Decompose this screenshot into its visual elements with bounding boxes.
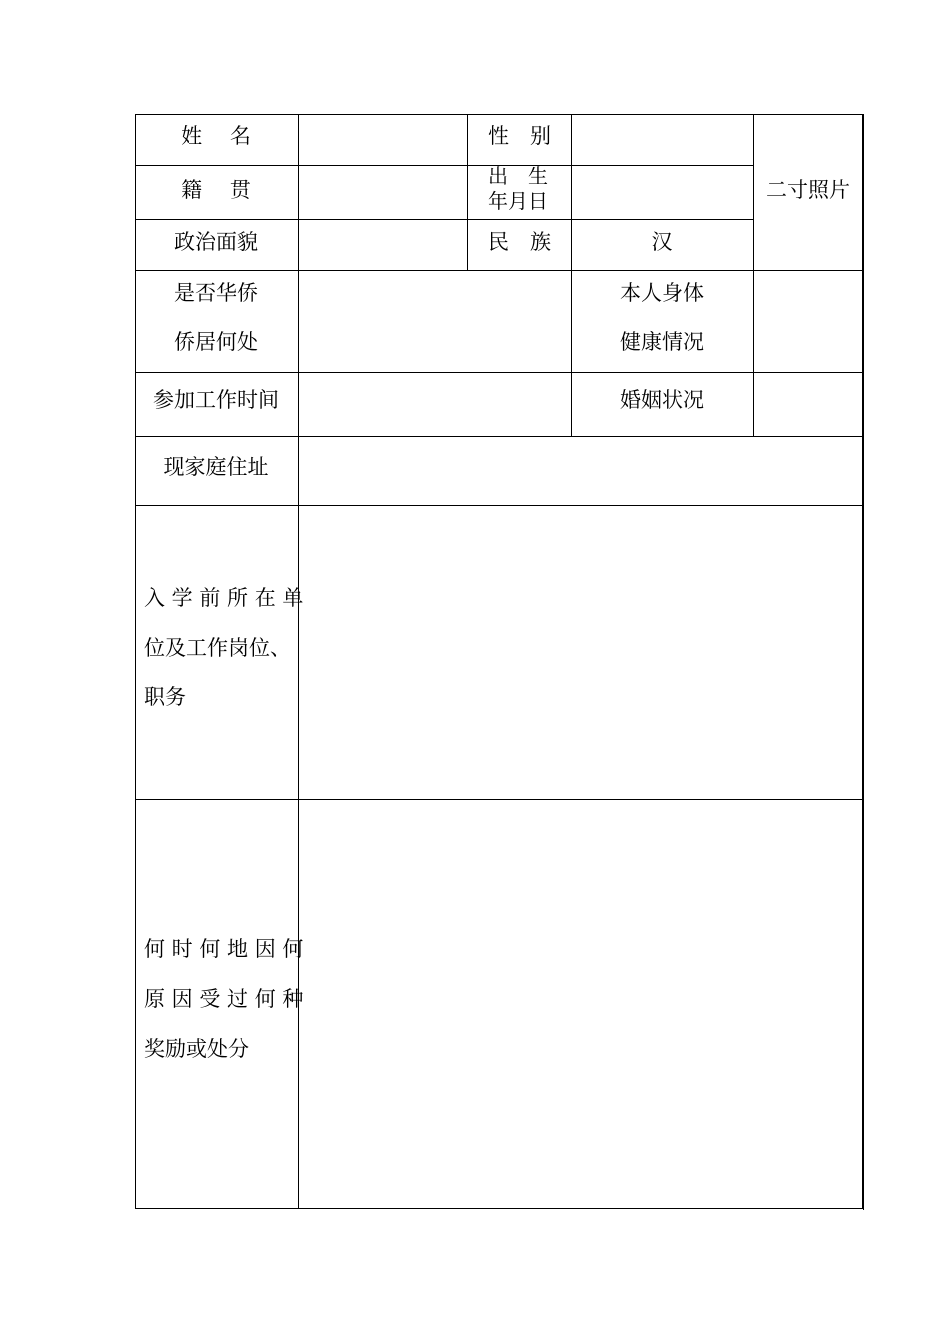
- prior-unit-label-line1: 入 学 前 所 在 单: [144, 586, 304, 610]
- overseas-chinese-label-line2: 侨居何处: [174, 330, 258, 354]
- native-place-label: 籍 贯: [181, 178, 251, 202]
- health-status-label-line1: 本人身体: [620, 281, 704, 305]
- gender-label: 性 别: [488, 124, 551, 148]
- name-label: 姓 名: [181, 124, 251, 148]
- birth-date-label-line2: 年月日: [488, 189, 548, 213]
- photo-cell: [754, 115, 862, 270]
- political-status-label: 政治面貌: [174, 230, 258, 254]
- prior-unit-field[interactable]: [299, 506, 862, 799]
- health-status-field[interactable]: [754, 271, 862, 372]
- birth-date-label-line1: 出 生: [488, 164, 548, 188]
- marital-status-field[interactable]: [754, 373, 862, 436]
- overseas-chinese-label-line1: 是否华侨: [174, 281, 258, 305]
- home-address-label: 现家庭住址: [163, 455, 269, 479]
- birth-date-field[interactable]: [572, 166, 753, 219]
- prior-unit-label-line3: 职务: [144, 685, 186, 709]
- gender-field[interactable]: [572, 115, 753, 165]
- name-field[interactable]: [299, 115, 467, 165]
- home-address-field[interactable]: [299, 437, 862, 505]
- table-outer-edge: [863, 114, 864, 1210]
- native-place-field[interactable]: [299, 166, 467, 219]
- ethnicity-value: 汉: [651, 230, 673, 254]
- work-start-time-field[interactable]: [299, 373, 571, 436]
- work-start-time-label: 参加工作时间: [153, 388, 279, 412]
- political-status-field[interactable]: [299, 220, 467, 270]
- awards-label-line2: 原 因 受 过 何 种: [144, 987, 304, 1011]
- ethnicity-label: 民 族: [488, 230, 551, 254]
- prior-unit-label-line2: 位及工作岗位、: [144, 636, 291, 660]
- photo-placeholder-label: 二寸照片: [766, 178, 850, 202]
- awards-label-line3: 奖励或处分: [144, 1037, 249, 1061]
- awards-label-line1: 何 时 何 地 因 何: [144, 937, 304, 961]
- awards-field[interactable]: [299, 800, 862, 1208]
- column-divider: [467, 114, 468, 270]
- marital-status-label: 婚姻状况: [620, 388, 704, 412]
- overseas-chinese-field[interactable]: [299, 271, 571, 372]
- health-status-label-line2: 健康情况: [620, 330, 704, 354]
